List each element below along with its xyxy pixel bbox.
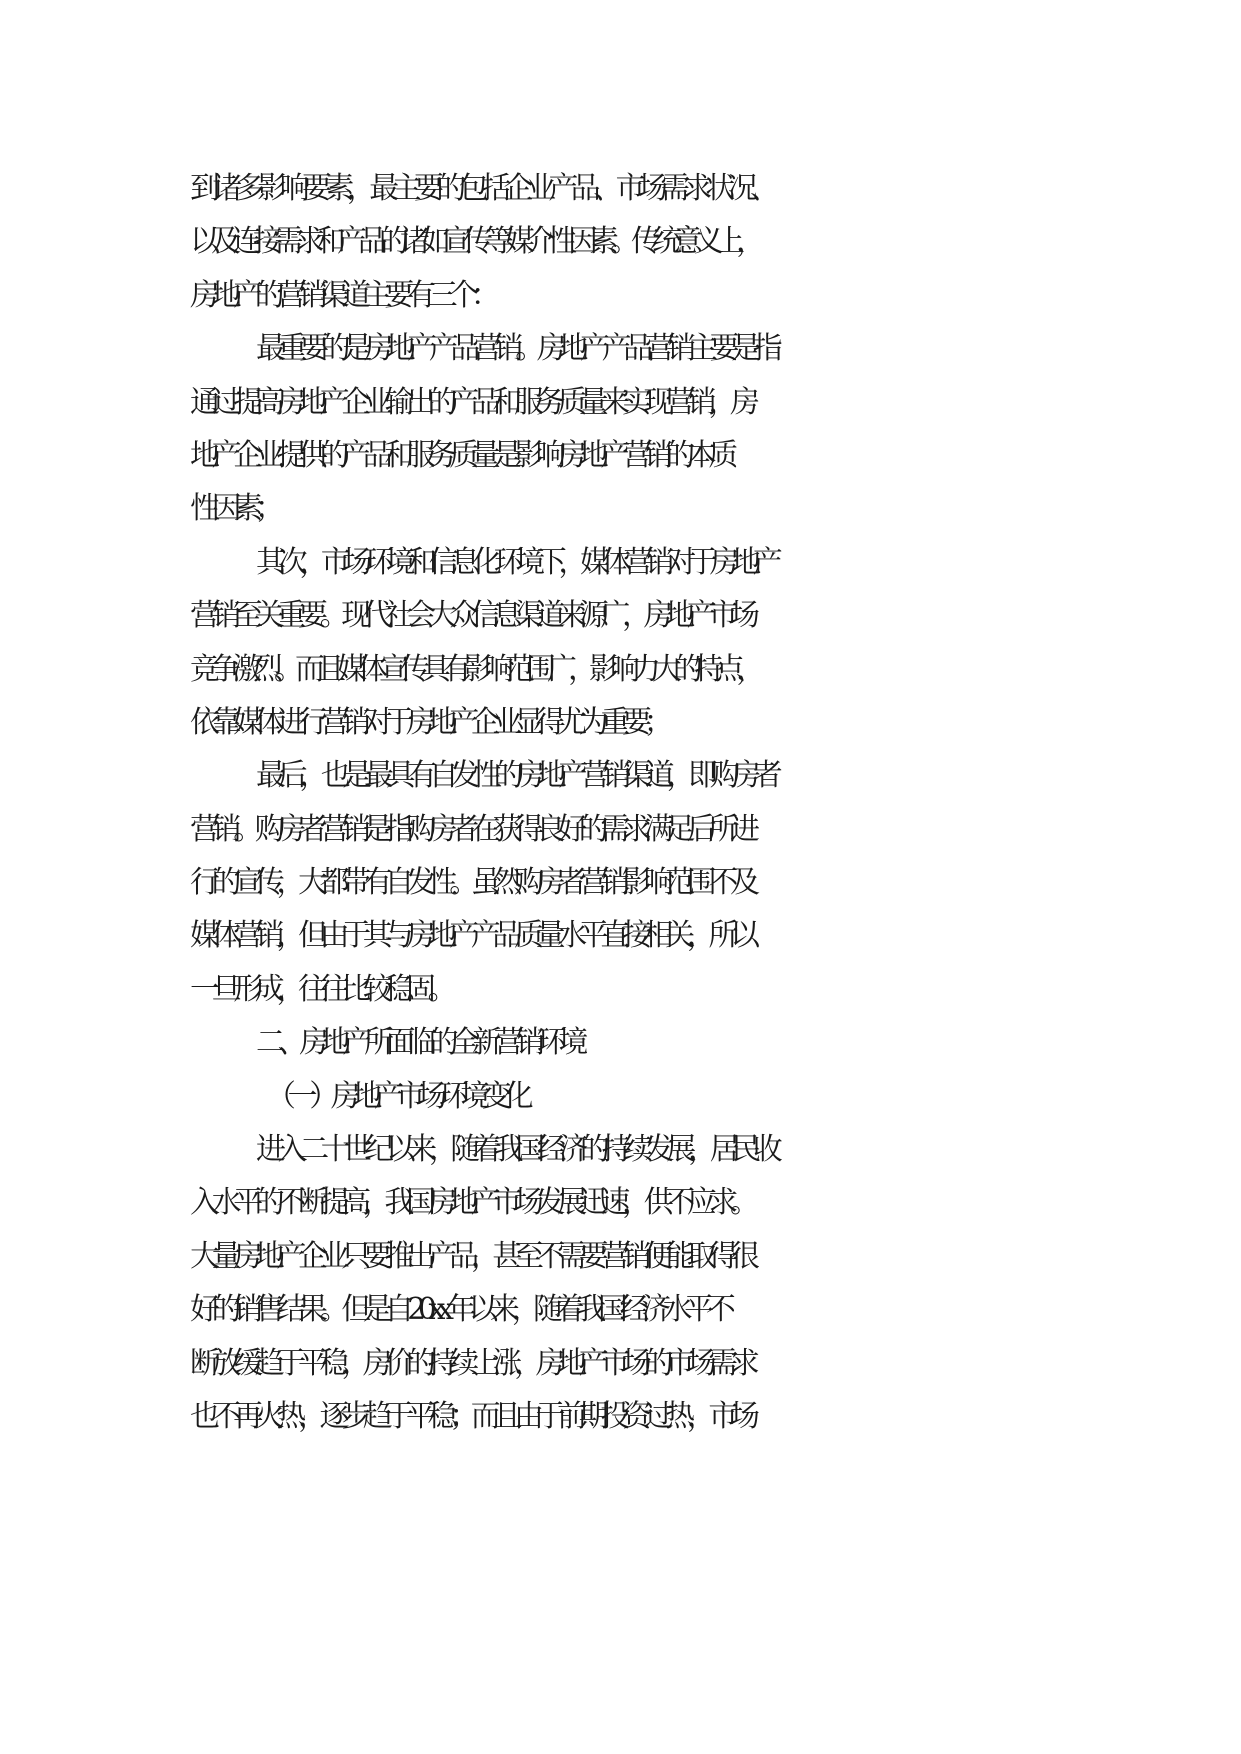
text-line: 房地产的营销渠道主要有三个： [190,277,493,313]
text-line: 大量房地产企业只要推出产品，甚至不需要营销便能取得很 [190,1238,752,1274]
paragraph-start-line: 其次，市场环境和信息化环境下，媒体营销对于房地产 [256,544,775,580]
text-line: 营销至关重要。现代社会大众信息渠道来源广，房地产市场 [190,598,752,634]
text-line: 竞争激烈。而且媒体宣传具有影响范围广，影响力大的特点， [190,651,757,687]
text-line: 性因素； [190,491,277,527]
text-line: 媒体营销，但由于其与房地产产品质量水平直接相关，所以 [190,918,752,954]
text-line: 入水平的不断提高，我国房地产市场发展迅速，供不应求。 [190,1185,752,1221]
paragraph-start-line: 最后，也是最具有自发性的房地产营销渠道，即购房者 [256,758,775,794]
text-line: 也不再火热，逐步趋于平稳；而且由于前期投资过热，市场 [190,1398,752,1434]
text-line: 一旦形成，往往比较稳固。 [190,971,450,1007]
text-line: 以及连接需求和产品的诸如宣传等媒介性因素。传统意义上， [190,224,757,260]
text-line: 地产企业提供的产品和服务质量是影响房地产营销的本质 [190,437,730,473]
text-line: 依靠媒体进行营销对于房地产企业显得尤为重要； [190,704,666,740]
document-body [190,162,1090,1443]
text-line: 营销。购房者营销是指购房者在获得良好的需求满足后所进 [190,811,752,847]
text-line: 通过提高房地产企业输出的产品和服务质量来实现营销，房 [190,384,752,420]
text-line: 行的宣传，大都带有自发性。虽然购房者营销影响范围不及 [190,865,752,901]
subsection-heading: （一）房地产市场环境变化 [266,1078,526,1114]
paragraph-start-line: 最重要的是房地产产品营销。房地产产品营销主要是指 [256,331,775,367]
text-line: 好的销售结果。但是自 20xx 年以来，随着我国经济水平不 [190,1292,728,1328]
text-line: 断放缓趋于平稳，房价的持续上涨，房地产市场的市场需求 [190,1345,752,1381]
text-line: 到诸多影响要素，最主要的包括企业产品、市场需求状况、 [190,171,773,206]
section-heading: 二、房地产所面临的全新营销环境 [256,1025,580,1061]
paragraph-start-line: 进入二十世纪以来，随着我国经济的持续发展，居民收 [256,1132,775,1168]
